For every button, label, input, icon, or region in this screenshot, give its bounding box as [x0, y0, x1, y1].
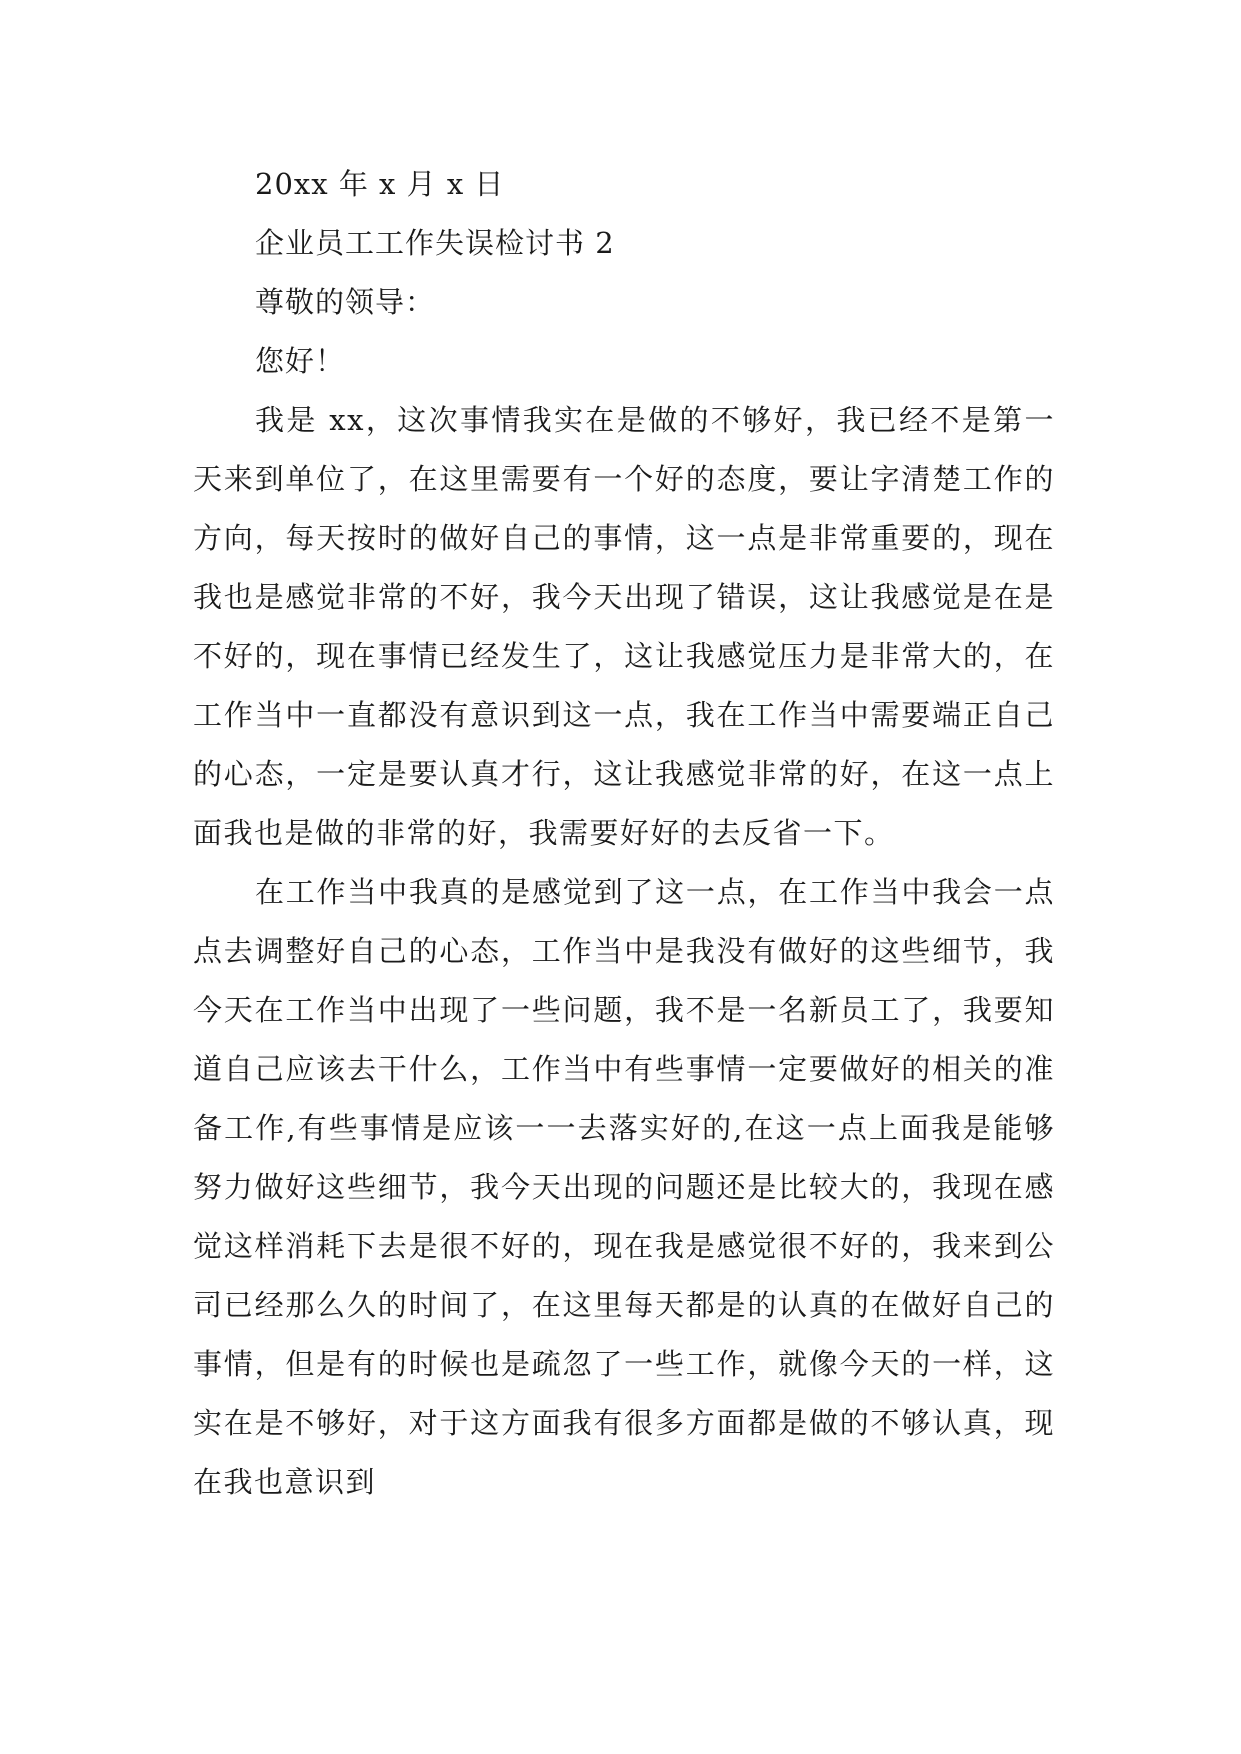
document-date: 20xx 年 x 月 x 日: [255, 167, 505, 201]
document-page: [193, 155, 1055, 1512]
salutation: 尊敬的领导：: [255, 285, 436, 319]
document-title: 企业员工工作失误检讨书 2: [255, 226, 615, 260]
body-paragraph-2: 在工作当中我真的是感觉到了这一点，在工作当中我会一点点去调整好自己的心态，工作当中是我没有做好的这些细节，我今天在工作当中出现了一些问题，我不是一名新员工了，我要知道自己应该去干什么，工作当中有些事情一定要做好的相关的准备工作,有些事情是应该一一去落实好的,在这一点上面我是能够努力做好这些细节，我今天出现的问题还是比较大的，我现在感觉这样消耗下去是很不好的，现在我是感觉很不好的，我来到公司已经那么久的时间了，在这里每天都是的认真的在做好自己的事情，但是有的时候也是疏忽了一些工作，就像今天的一样，这实在是不够好，对于这方面我有很多方面都是做的不够认真，现在我也意识到: [193, 875, 1055, 1499]
body-paragraph-1: 我是 xx，这次事情我实在是做的不够好，我已经不是第一天来到单位了，在这里需要有一个好的态度，要让字清楚工作的方向，每天按时的做好自己的事情，这一点是非常重要的，现在我也是感觉非常的不好，我今天出现了错误，这让我感觉是在是不好的，现在事情已经发生了，这让我感觉压力是非常大的，在工作当中一直都没有意识到这一点，我在工作当中需要端正自己的心态，一定是要认真才行，这让我感觉非常的好，在这一点上面我也是做的非常的好，我需要好好的去反省一下。: [193, 403, 1055, 850]
greeting: 您好！: [255, 344, 346, 378]
